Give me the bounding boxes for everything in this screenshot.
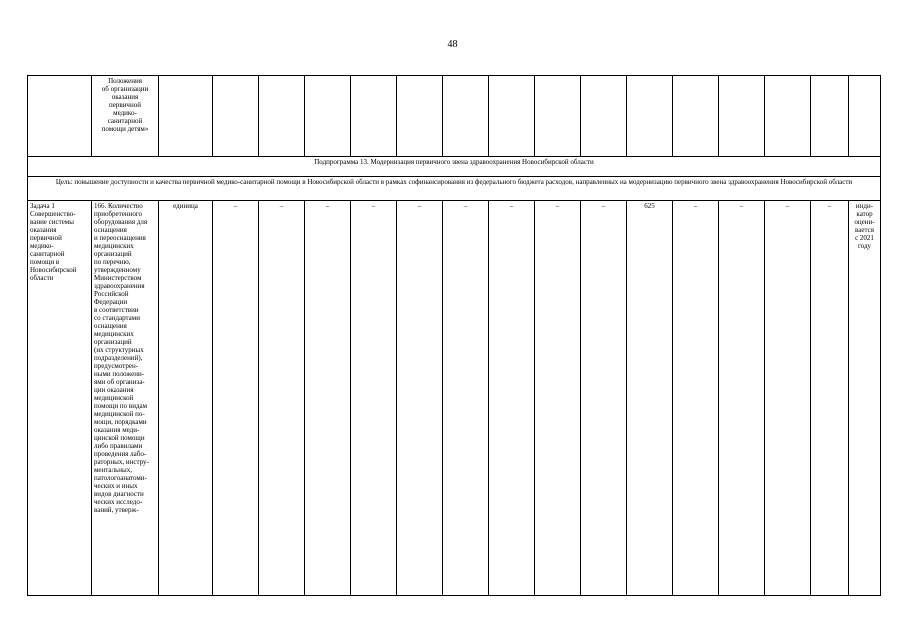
- value-cell: –: [351, 201, 397, 596]
- indicator-cell: 166. Количество приобретенного оборудования для оснащения и переоснащения медицинских организаций по перечню, утвержденному Министерством здравоохранения Российской Федерации в соответствии со стандартами оснащения медицинских организаций (их структурных подразделений), предусмотрен- ными положени- ями об организа- ции оказания медицинской помощи по видам медицинской по- мощи, порядками оказания меди- цинской помощи либо правилами проведения лабо- раторных, инстру- ментальных, патологоанатоми- ческих и иных видов диагности ческих исследо- ваний, утверж-: [92, 201, 159, 596]
- value-cell: –: [489, 201, 535, 596]
- unit-cell: [159, 76, 213, 157]
- table-row-goal: [28, 177, 881, 201]
- note-cell: инди- катор оцени- вается с 2021 году: [849, 201, 881, 596]
- value-cell: –: [443, 201, 489, 596]
- value-cell: –: [719, 201, 765, 596]
- task-cell: Задача 1 Совершенство- вание системы оказания первичной медико- санитарной помощи в Новосибирской области: [28, 201, 92, 596]
- value-cell: –: [397, 201, 443, 596]
- goal-text: Цель: повышение доступности и качества первичной медико-санитарной помощи в Новосибирской области в рамках софинансирования из федерального бюджета расходов, направленных на модернизацию первичного звена здравоохранения Новосибирской области: [28, 177, 881, 201]
- table-row-subprogram: [28, 157, 881, 177]
- value-cell: –: [673, 201, 719, 596]
- value-cell: –: [765, 201, 811, 596]
- task-cell: [28, 76, 92, 157]
- value-cell: –: [581, 201, 627, 596]
- subprogram-title: Подпрограмма 13. Модернизация первичного звена здравоохранения Новосибирской области: [28, 157, 881, 177]
- value-cell: –: [213, 201, 259, 596]
- value-cell: 625: [627, 201, 673, 596]
- value-cell: –: [259, 201, 305, 596]
- indicator-cell: Положения об организации оказания первичной медико- санитарной помощи детям»: [92, 76, 159, 157]
- page-number: 48: [447, 39, 458, 50]
- value-cell: –: [535, 201, 581, 596]
- value-cell: –: [305, 201, 351, 596]
- table-row-continuation: [28, 76, 881, 157]
- indicators-table: [27, 75, 881, 596]
- table-row-task: [28, 201, 881, 596]
- note-cell: [849, 76, 881, 157]
- value-cell: –: [811, 201, 849, 596]
- unit-cell: единица: [159, 201, 213, 596]
